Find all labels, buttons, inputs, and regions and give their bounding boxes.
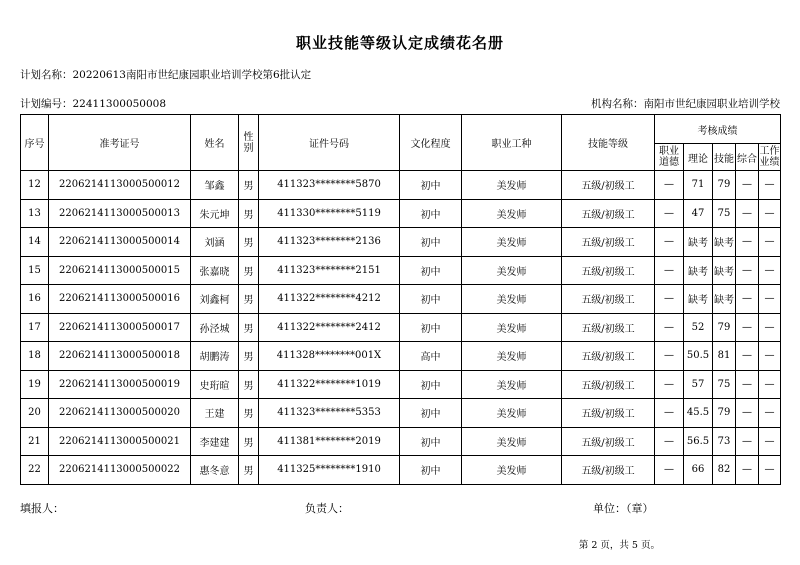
- table-row: [21, 456, 781, 485]
- cell-seq: 13: [21, 199, 49, 228]
- plan-name: 计划名称：20220613南阳市世纪康园职业培训学校第6批认定: [20, 69, 312, 81]
- cell-comprehensive: —: [736, 199, 759, 228]
- cell-level: 五级/初级工: [562, 370, 655, 399]
- cell-seq: 22: [21, 456, 49, 485]
- cell-work: —: [759, 256, 781, 285]
- plan-number: 计划编号：22411300050008: [20, 98, 167, 110]
- cell-exam-no: 2206214113000500017: [49, 313, 191, 342]
- cell-ethics: —: [655, 199, 684, 228]
- cell-theory: 71: [684, 171, 713, 200]
- cell-work: —: [759, 342, 781, 371]
- cell-ethics: —: [655, 256, 684, 285]
- unit-label: 单位：（章）: [593, 502, 654, 515]
- cell-name: 王建: [191, 399, 239, 428]
- cell-job: 美发师: [462, 456, 562, 485]
- cell-level: 五级/初级工: [562, 228, 655, 257]
- col-ethics: 职业道德: [655, 144, 684, 171]
- cell-work: —: [759, 456, 781, 485]
- cell-gender: 男: [239, 171, 259, 200]
- cell-gender: 男: [239, 399, 259, 428]
- cell-comprehensive: —: [736, 285, 759, 314]
- table-row: [21, 171, 781, 200]
- cell-id-no: 411323********2151: [259, 256, 400, 285]
- cell-level: 五级/初级工: [562, 313, 655, 342]
- cell-gender: 男: [239, 427, 259, 456]
- cell-job: 美发师: [462, 427, 562, 456]
- cell-theory: 57: [684, 370, 713, 399]
- cell-work: —: [759, 171, 781, 200]
- filler-label: 填报人：: [20, 502, 64, 515]
- cell-skill: 缺考: [713, 285, 736, 314]
- cell-name: 史珩暄: [191, 370, 239, 399]
- cell-seq: 12: [21, 171, 49, 200]
- cell-id-no: 411323********5870: [259, 171, 400, 200]
- cell-education: 初中: [400, 228, 462, 257]
- cell-seq: 20: [21, 399, 49, 428]
- cell-skill: 缺考: [713, 228, 736, 257]
- cell-theory: 缺考: [684, 285, 713, 314]
- col-level: 技能等级: [562, 115, 655, 171]
- table-row: [21, 285, 781, 314]
- cell-id-no: 411322********4212: [259, 285, 400, 314]
- cell-name: 张嘉晓: [191, 256, 239, 285]
- cell-ethics: —: [655, 456, 684, 485]
- cell-ethics: —: [655, 171, 684, 200]
- col-skill: 技能: [713, 144, 736, 171]
- cell-level: 五级/初级工: [562, 342, 655, 371]
- col-education: 文化程度: [400, 115, 462, 171]
- responsible-label: 负责人：: [305, 502, 349, 515]
- cell-id-no: 411322********2412: [259, 313, 400, 342]
- cell-exam-no: 2206214113000500020: [49, 399, 191, 428]
- organization-name: 机构名称：南阳市世纪康园职业培训学校: [591, 98, 780, 110]
- cell-work: —: [759, 370, 781, 399]
- cell-skill: 75: [713, 199, 736, 228]
- col-theory: 理论: [684, 144, 713, 171]
- cell-ethics: —: [655, 285, 684, 314]
- cell-theory: 缺考: [684, 256, 713, 285]
- cell-job: 美发师: [462, 228, 562, 257]
- col-gender: 性别: [239, 115, 259, 171]
- cell-gender: 男: [239, 342, 259, 371]
- cell-exam-no: 2206214113000500012: [49, 171, 191, 200]
- cell-work: —: [759, 285, 781, 314]
- cell-ethics: —: [655, 228, 684, 257]
- cell-job: 美发师: [462, 256, 562, 285]
- table-row: [21, 199, 781, 228]
- cell-education: 初中: [400, 171, 462, 200]
- cell-exam-no: 2206214113000500021: [49, 427, 191, 456]
- cell-comprehensive: —: [736, 456, 759, 485]
- cell-job: 美发师: [462, 285, 562, 314]
- table-row: [21, 399, 781, 428]
- cell-seq: 18: [21, 342, 49, 371]
- page-number: 第 2 页，共 5 页。: [578, 540, 660, 551]
- cell-work: —: [759, 199, 781, 228]
- cell-exam-no: 2206214113000500016: [49, 285, 191, 314]
- cell-seq: 16: [21, 285, 49, 314]
- cell-exam-no: 2206214113000500018: [49, 342, 191, 371]
- cell-id-no: 411322********1019: [259, 370, 400, 399]
- cell-education: 初中: [400, 199, 462, 228]
- cell-skill: 79: [713, 171, 736, 200]
- cell-comprehensive: —: [736, 370, 759, 399]
- cell-gender: 男: [239, 370, 259, 399]
- cell-job: 美发师: [462, 171, 562, 200]
- header-row: [21, 115, 781, 144]
- cell-seq: 21: [21, 427, 49, 456]
- cell-comprehensive: —: [736, 399, 759, 428]
- cell-exam-no: 2206214113000500015: [49, 256, 191, 285]
- cell-gender: 男: [239, 285, 259, 314]
- col-seq: 序号: [21, 115, 49, 171]
- cell-level: 五级/初级工: [562, 427, 655, 456]
- score-roster-table: [20, 114, 781, 485]
- cell-work: —: [759, 399, 781, 428]
- cell-level: 五级/初级工: [562, 285, 655, 314]
- cell-name: 胡鹏涛: [191, 342, 239, 371]
- cell-education: 初中: [400, 399, 462, 428]
- cell-job: 美发师: [462, 313, 562, 342]
- page-title: 职业技能等级认定成绩花名册: [295, 34, 504, 52]
- table-row: [21, 256, 781, 285]
- cell-gender: 男: [239, 313, 259, 342]
- cell-comprehensive: —: [736, 228, 759, 257]
- cell-theory: 66: [684, 456, 713, 485]
- cell-job: 美发师: [462, 342, 562, 371]
- col-name: 姓名: [191, 115, 239, 171]
- cell-skill: 75: [713, 370, 736, 399]
- cell-level: 五级/初级工: [562, 399, 655, 428]
- cell-gender: 男: [239, 456, 259, 485]
- col-work: 工作业绩: [759, 144, 781, 171]
- cell-id-no: 411323********2136: [259, 228, 400, 257]
- cell-comprehensive: —: [736, 171, 759, 200]
- cell-job: 美发师: [462, 370, 562, 399]
- cell-skill: 73: [713, 427, 736, 456]
- cell-theory: 缺考: [684, 228, 713, 257]
- cell-ethics: —: [655, 370, 684, 399]
- cell-comprehensive: —: [736, 313, 759, 342]
- col-id-no: 证件号码: [259, 115, 400, 171]
- cell-theory: 47: [684, 199, 713, 228]
- cell-theory: 56.5: [684, 427, 713, 456]
- cell-seq: 15: [21, 256, 49, 285]
- cell-seq: 19: [21, 370, 49, 399]
- cell-education: 初中: [400, 256, 462, 285]
- table-row: [21, 370, 781, 399]
- cell-level: 五级/初级工: [562, 171, 655, 200]
- cell-theory: 45.5: [684, 399, 713, 428]
- cell-work: —: [759, 228, 781, 257]
- cell-ethics: —: [655, 342, 684, 371]
- cell-id-no: 411330********5119: [259, 199, 400, 228]
- table-row: [21, 228, 781, 257]
- cell-work: —: [759, 427, 781, 456]
- cell-id-no: 411381********2019: [259, 427, 400, 456]
- cell-skill: 82: [713, 456, 736, 485]
- cell-ethics: —: [655, 399, 684, 428]
- col-job: 职业工种: [462, 115, 562, 171]
- cell-gender: 男: [239, 256, 259, 285]
- cell-id-no: 411325********1910: [259, 456, 400, 485]
- cell-name: 孙泾城: [191, 313, 239, 342]
- cell-theory: 52: [684, 313, 713, 342]
- cell-education: 初中: [400, 285, 462, 314]
- cell-gender: 男: [239, 199, 259, 228]
- cell-name: 惠冬意: [191, 456, 239, 485]
- cell-ethics: —: [655, 313, 684, 342]
- col-comprehensive: 综合: [736, 144, 759, 171]
- cell-job: 美发师: [462, 199, 562, 228]
- cell-education: 初中: [400, 427, 462, 456]
- cell-skill: 81: [713, 342, 736, 371]
- cell-name: 邹鑫: [191, 171, 239, 200]
- cell-id-no: 411328********001X: [259, 342, 400, 371]
- cell-level: 五级/初级工: [562, 199, 655, 228]
- cell-name: 刘鑫柯: [191, 285, 239, 314]
- cell-gender: 男: [239, 228, 259, 257]
- cell-name: 朱元坤: [191, 199, 239, 228]
- cell-ethics: —: [655, 427, 684, 456]
- cell-education: 初中: [400, 456, 462, 485]
- cell-comprehensive: —: [736, 342, 759, 371]
- cell-education: 高中: [400, 342, 462, 371]
- cell-id-no: 411323********5353: [259, 399, 400, 428]
- cell-skill: 79: [713, 313, 736, 342]
- cell-name: 李建建: [191, 427, 239, 456]
- cell-comprehensive: —: [736, 256, 759, 285]
- cell-level: 五级/初级工: [562, 456, 655, 485]
- cell-exam-no: 2206214113000500019: [49, 370, 191, 399]
- table-row: [21, 342, 781, 371]
- cell-level: 五级/初级工: [562, 256, 655, 285]
- cell-theory: 50.5: [684, 342, 713, 371]
- cell-exam-no: 2206214113000500013: [49, 199, 191, 228]
- table-row: [21, 313, 781, 342]
- cell-skill: 79: [713, 399, 736, 428]
- cell-comprehensive: —: [736, 427, 759, 456]
- cell-job: 美发师: [462, 399, 562, 428]
- cell-exam-no: 2206214113000500014: [49, 228, 191, 257]
- table-row: [21, 427, 781, 456]
- cell-work: —: [759, 313, 781, 342]
- cell-exam-no: 2206214113000500022: [49, 456, 191, 485]
- col-exam-no: 准考证号: [49, 115, 191, 171]
- cell-education: 初中: [400, 313, 462, 342]
- cell-seq: 17: [21, 313, 49, 342]
- col-scores: 考核成绩: [655, 115, 781, 144]
- cell-seq: 14: [21, 228, 49, 257]
- cell-skill: 缺考: [713, 256, 736, 285]
- cell-education: 初中: [400, 370, 462, 399]
- cell-name: 刘涵: [191, 228, 239, 257]
